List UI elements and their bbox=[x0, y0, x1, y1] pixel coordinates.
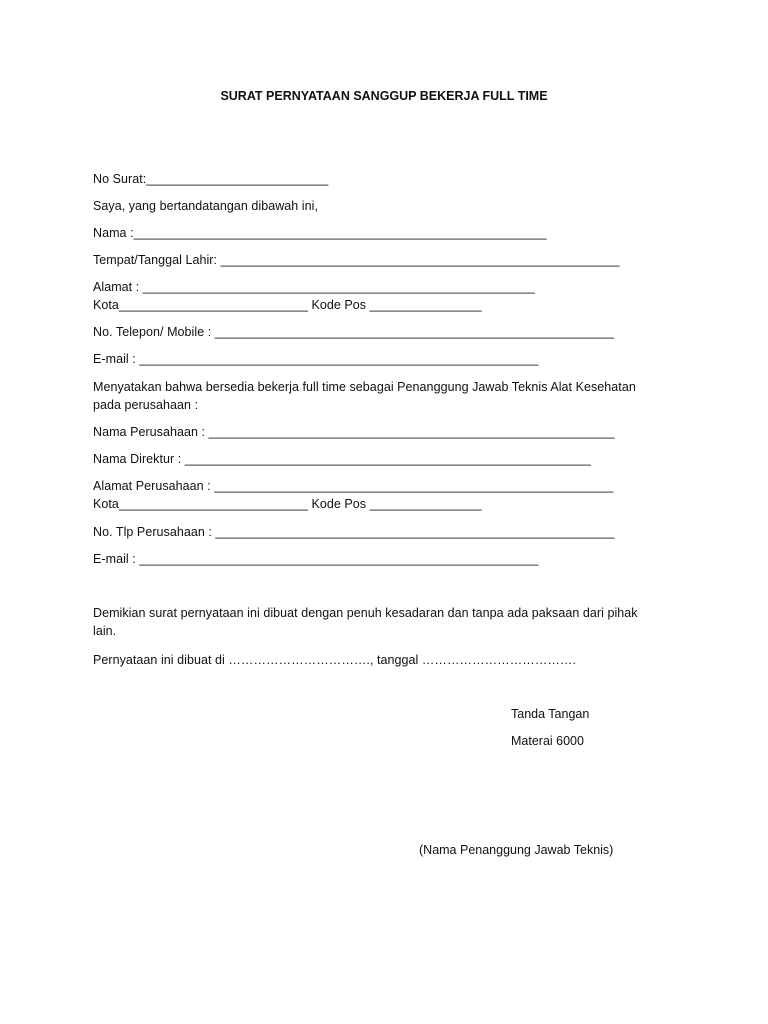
alamat-perusahaan-field: Alamat Perusahaan : _________________________________________________________ bbox=[93, 479, 614, 493]
nama-perusahaan-field: Nama Perusahaan : __________________________________________________________ bbox=[93, 425, 615, 439]
email-field: E-mail : _________________________________________________________ bbox=[93, 352, 539, 366]
alamat-field: Alamat : ________________________________________________________ bbox=[93, 280, 535, 294]
tlp-perusahaan-field: No. Tlp Perusahaan : _________________________________________________________ bbox=[93, 525, 615, 539]
document-title: SURAT PERNYATAAN SANGGUP BEKERJA FULL TIME bbox=[220, 89, 548, 103]
materai-label: Materai 6000 bbox=[511, 734, 584, 748]
nama-direktur-field: Nama Direktur : __________________________________________________________ bbox=[93, 452, 591, 466]
signature-label: Tanda Tangan bbox=[511, 707, 590, 721]
telepon-field: No. Telepon/ Mobile : _________________________________________________________ bbox=[93, 325, 614, 339]
place-date-line: Pernyataan ini dibuat di ……………………………., tanggal ………………………………. bbox=[93, 653, 576, 667]
signatory-name: (Nama Penanggung Jawab Teknis) bbox=[419, 843, 614, 857]
closing-text-cont: lain. bbox=[93, 624, 117, 638]
kota-kode-pos-perusahaan-field: Kota___________________________ Kode Pos ________________ bbox=[93, 497, 482, 511]
kota-kode-pos-field: Kota___________________________ Kode Pos ________________ bbox=[93, 298, 482, 312]
statement-text-cont: pada perusahaan : bbox=[93, 398, 199, 412]
statement-text: Menyatakan bahwa bersedia bekerja full time sebagai Penanggung Jawab Teknis Alat Kesehatan bbox=[93, 380, 636, 394]
intro-text: Saya, yang bertandatangan dibawah ini, bbox=[93, 199, 318, 213]
email-perusahaan-field: E-mail : _________________________________________________________ bbox=[93, 552, 539, 566]
nama-field: Nama :___________________________________________________________ bbox=[93, 226, 547, 240]
no-surat-field: No Surat:__________________________ bbox=[93, 172, 329, 186]
tempat-tanggal-lahir-field: Tempat/Tanggal Lahir: _________________________________________________________ bbox=[93, 253, 620, 267]
closing-text: Demikian surat pernyataan ini dibuat dengan penuh kesadaran dan tanpa ada paksaan dari pihak bbox=[93, 606, 638, 620]
